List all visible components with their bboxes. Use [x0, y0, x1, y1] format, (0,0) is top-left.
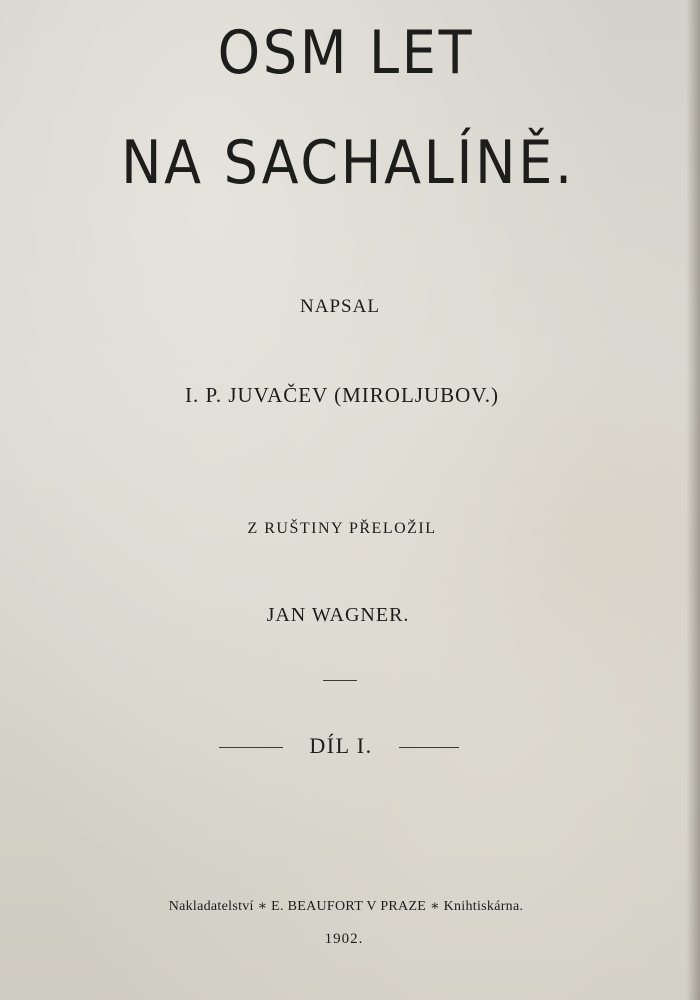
byline-label: NAPSAL	[300, 296, 380, 317]
page-edge-shadow	[686, 0, 700, 1000]
title-line-1: OSM LET	[217, 18, 475, 88]
volume-rule-right	[399, 747, 459, 748]
author-name: I. P. JUVAČEV (MIROLJUBOV.)	[184, 383, 500, 407]
title-line-2: NA SACHALÍNĚ.	[121, 128, 575, 198]
volume-label: DÍL I.	[309, 733, 373, 758]
volume-rule-left	[219, 747, 283, 748]
publication-year: 1902.	[324, 931, 364, 947]
divider-rule	[323, 680, 357, 681]
translator-name: JAN WAGNER.	[266, 604, 410, 626]
publisher-imprint: Nakladatelství ∗ E. BEAUFORT V PRAZE ∗ Knihtiskárna.	[168, 899, 524, 914]
translation-note: Z RUŠTINY PŘELOŽIL	[247, 520, 437, 537]
volume-row	[0, 733, 700, 761]
